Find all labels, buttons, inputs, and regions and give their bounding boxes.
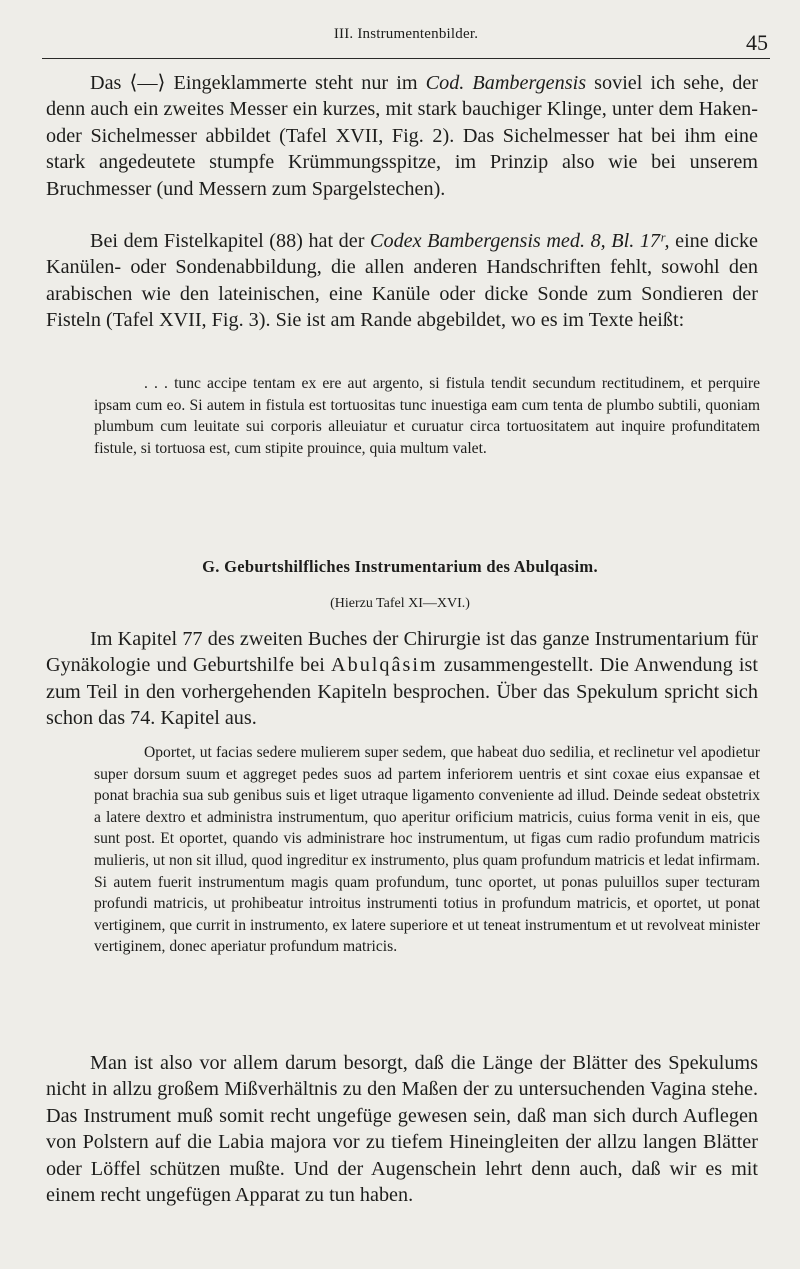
paragraph-3-text-b: zusammengestellt. Die Anwendung ist zum Teil in den vorhergehenden Kapiteln besprochen. Über das Spekulum spricht sich schon das 74. Kapitel aus. <box>46 654 758 730</box>
paragraph-2-text-b: eine dicke Kanülen- oder Sondenabbildung, die allen anderen Handschriften fehlt, sowohl den arabischen wie den lateinischen, eine Kanüle oder dicke Sonde zum Sondieren der Fisteln (Tafel XVII, Fig. 3). Sie ist am Rande abgebildet, wo es im Texte heißt: <box>46 230 759 332</box>
paragraph-3 <box>46 626 758 732</box>
paragraph-2-citation: Codex Bambergensis med. 8, Bl. 17ʳ, <box>370 230 670 252</box>
running-header <box>42 24 770 59</box>
paragraph-2 <box>46 228 758 334</box>
section-heading: G. Geburtshilfliches Instrumentarium des Abulqasim. <box>202 557 598 576</box>
paragraph-1-citation: Cod. Bambergensis <box>425 72 587 94</box>
header-title: III. Instrumentenbilder. <box>333 26 479 42</box>
paragraph-2-text-a: Bei dem Fistelkapitel (88) hat der <box>90 230 371 252</box>
paragraph-1-text-a: Das ⟨—⟩ Eingeklammerte steht nur im <box>90 72 426 94</box>
paragraph-3-text-a: Im Kapitel 77 des zweiten Buches der Chirurgie ist das ganze Instrumentarium für Gynäkologie und Geburtshilfe bei <box>46 628 758 677</box>
paragraph-3-name: Abulqâsim <box>331 654 438 677</box>
latin-quote-1: . . . tunc accipe tentam ex ere aut argento, si fistula tendit secundum rectitudinem, et perquire ipsam cum eo. Si autem in fistula est tortuositas tunc inuestiga eam cum tenta de plumbo subtili, quoniam plumbum cum leuitate sui corporis alleuiatur et curuatur circa tortuositatem aut inquire profunditatem fistule, si tortuosa est, cum stipite prouince, quia multum valet. <box>94 375 760 457</box>
paragraph-1-text-b: soviel ich sehe, der denn auch ein zweites Messer ein kurzes, mit stark bauchiger Klinge, unter dem Haken- oder Sichelmesser abbildet (Tafel XVII, Fig. 2). Das Sichelmesser hat bei ihm eine stark angedeutete stumpfe Krümmungsspitze, im Prinzip also wie bei unserem Bruchmesser (und Messern zum Spargelstechen). <box>46 72 758 200</box>
paragraph-1 <box>46 70 758 202</box>
page-number: 45 <box>746 30 768 55</box>
paragraph-4: Man ist also vor allem darum besorgt, daß die Länge der Blätter des Spekulums nicht in allzu großem Mißverhältnis zu den Maßen der zu untersuchenden Vagina stehe. Das Instrument muß somit recht ungefüge gewesen sein, daß man sich durch Auflegen von Polstern auf die Labia majora vor zu tiefem Hineingleiten der allzu langen Blätter oder Löffel schützen mußte. Und der Augenschein lehrt denn auch, daß wir es mit einem recht ungefügen Apparat zu tun haben. <box>46 1052 758 1207</box>
latin-quote-2: Oportet, ut facias sedere mulierem super sedem, que habeat duo sedilia, et reclinetur vel apodietur super dorsum suum et aggreget pedes suos ad partem inferiorem uentris et sint coxae eius expansae et ponat brachia sua sub genibus suis et liget utraque ligamento conveniente ad illud. Deinde sedeat obstetrix a latere dextro et administra instrumentum, quo aperitur orificium matricis, cuius forma venit in eis, que sunt post. Et oportet, quando vis administrare hoc instrumentum, ut figas cum radio profundum matricis mulieris, ut non sit illud, quod ingreditur ex instrumento, plus quam profundum matricis et ledat infirmam. Si autem fuerit instrumentum magis quam profundum, tunc oportet, ut ponas puluillos super tecturam profundi matricis, ut prohibeatur introitus instrumenti totius in profundum matricis, et oportet, ut ponat vertiginem, que currit in instrumento, ex latere superiore et ut teneat instrumentum et ut revolveat minister vertiginem, donec aperiatur profundum matricis. <box>94 744 760 956</box>
section-subheading: (Hierzu Tafel XI—XVI.) <box>330 596 470 611</box>
